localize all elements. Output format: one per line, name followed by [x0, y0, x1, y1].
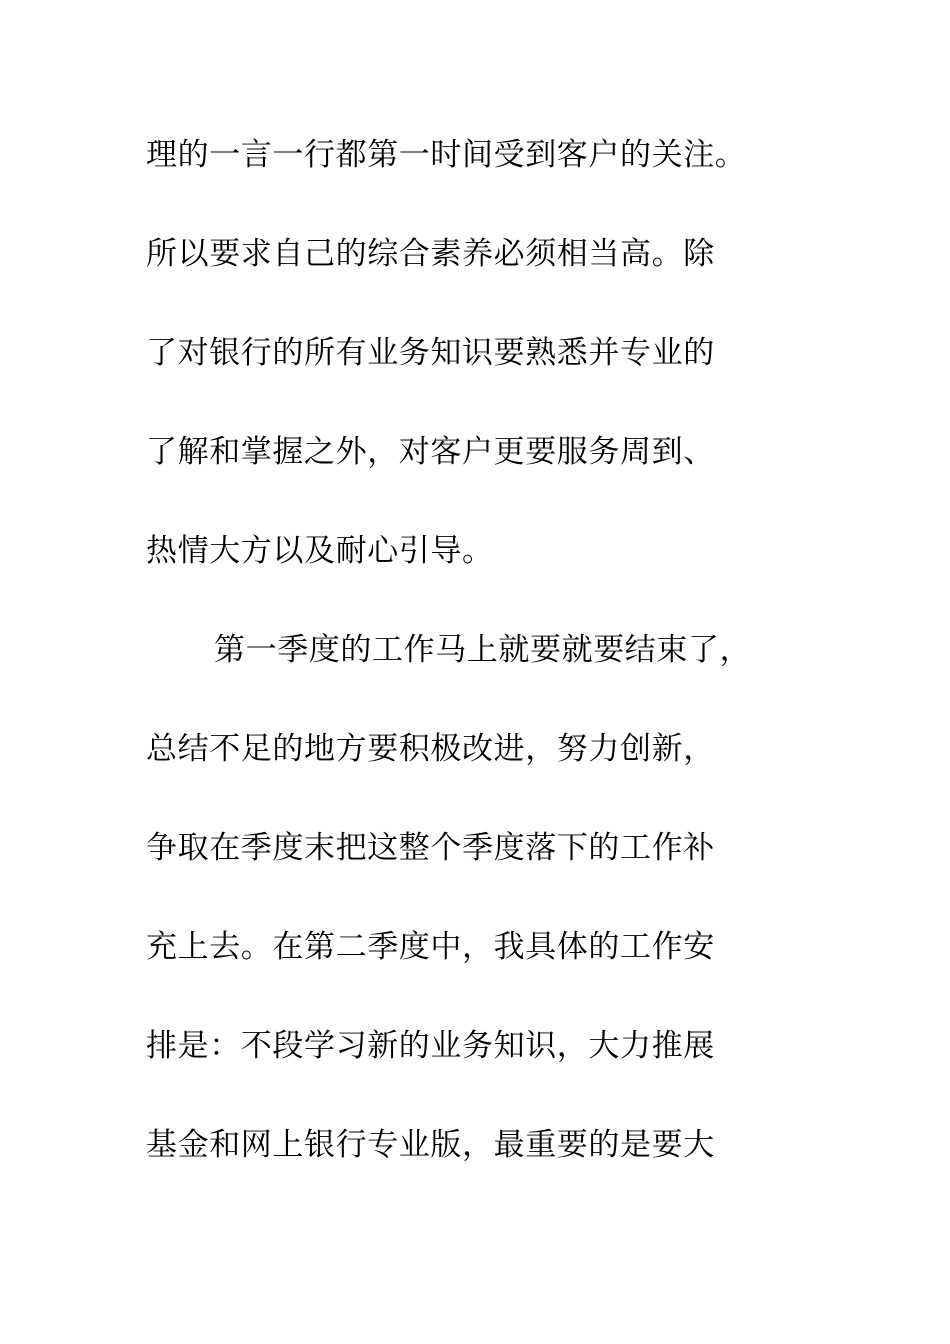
text-line: 排是：不段学习新的业务知识，大力推展	[146, 1028, 715, 1064]
text-line: 争取在季度末把这整个季度落下的工作补	[146, 830, 715, 866]
text-line: 充上去。在第二季度中，我具体的工作安	[146, 929, 715, 965]
text-line: 了对银行的所有业务知识要熟悉并专业的	[146, 335, 715, 371]
text-line: 基金和网上银行专业版，最重要的是要大	[146, 1127, 715, 1163]
text-line: 热情大方以及耐心引导。	[146, 533, 494, 569]
paragraph-start-line: 第一季度的工作马上就要就要结束了，	[214, 632, 752, 668]
text-line: 了解和掌握之外，对客户更要服务周到、	[146, 434, 715, 470]
text-line: 理的一言一行都第一时间受到客户的关注。	[146, 137, 747, 173]
document-body	[146, 124, 806, 1213]
text-line: 总结不足的地方要积极改进，努力创新，	[146, 731, 715, 767]
text-line: 所以要求自己的综合素养必须相当高。除	[146, 236, 715, 272]
